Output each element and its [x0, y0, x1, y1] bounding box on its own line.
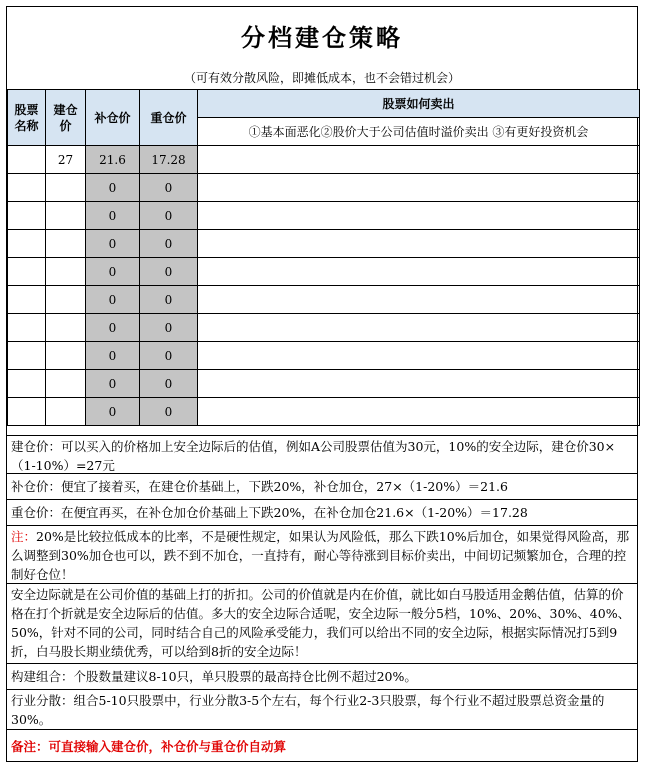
stock-name-cell[interactable] — [8, 370, 46, 398]
build-price-cell[interactable] — [46, 314, 86, 342]
page-subtitle: （可有效分散风险，即摊低成本，也不会错过机会） — [183, 71, 460, 85]
stock-name-cell[interactable] — [8, 174, 46, 202]
build-price-cell[interactable] — [46, 230, 86, 258]
add-price-cell: 0 — [86, 398, 140, 426]
sell-note-cell[interactable] — [198, 314, 640, 342]
stock-name-cell[interactable] — [8, 398, 46, 426]
add-price-cell: 0 — [86, 202, 140, 230]
add-price-cell: 0 — [86, 286, 140, 314]
build-price-cell[interactable]: 27 — [46, 146, 86, 174]
add-price-cell: 0 — [86, 342, 140, 370]
note-caution — [7, 525, 637, 583]
table-row — [8, 258, 640, 286]
note-remark: 备注：可直接输入建仓价，补仓价与重仓价自动算 — [7, 729, 637, 763]
header-sell-reasons: ①基本面恶化②股价大于公司估值时溢价卖出 ③有更好投资机会 — [198, 118, 640, 146]
add-price-cell: 0 — [86, 258, 140, 286]
price-table — [7, 89, 640, 426]
header-build-price: 建仓价 — [46, 90, 86, 146]
stock-name-cell[interactable] — [8, 258, 46, 286]
heavy-price-cell: 0 — [140, 286, 198, 314]
table-header-row — [8, 90, 640, 118]
header-heavy-price: 重仓价 — [140, 90, 198, 146]
note-heavy-price: 重仓价：在便宜再买，在补仓加仓价基础上下跌20%，在补仓加仓21.6×（1-20%）＝17.28 — [7, 499, 637, 525]
sell-note-cell[interactable] — [198, 146, 640, 174]
note-portfolio: 构建组合：个股数量建议8-10只，单只股票的最高持仓比例不超过20%。 — [7, 663, 637, 689]
build-price-cell[interactable] — [46, 398, 86, 426]
sell-note-cell[interactable] — [198, 342, 640, 370]
table-body — [8, 146, 640, 426]
sell-note-cell[interactable] — [198, 370, 640, 398]
heavy-price-cell: 0 — [140, 202, 198, 230]
sell-note-cell[interactable] — [198, 286, 640, 314]
add-price-cell: 0 — [86, 370, 140, 398]
table-row — [8, 398, 640, 426]
heavy-price-cell: 17.28 — [140, 146, 198, 174]
heavy-price-cell: 0 — [140, 174, 198, 202]
note-add-price: 补仓价：便宜了接着买，在建仓价基础上，下跌20%，补仓加仓，27×（1-20%）＝21.6 — [7, 473, 637, 499]
build-price-cell[interactable] — [46, 258, 86, 286]
heavy-price-cell: 0 — [140, 258, 198, 286]
build-price-cell[interactable] — [46, 342, 86, 370]
table-row — [8, 286, 640, 314]
table-row — [8, 314, 640, 342]
heavy-price-cell: 0 — [140, 314, 198, 342]
heavy-price-cell: 0 — [140, 370, 198, 398]
header-add-price: 补仓价 — [86, 90, 140, 146]
stock-name-cell[interactable] — [8, 314, 46, 342]
sell-note-cell[interactable] — [198, 230, 640, 258]
build-price-cell[interactable] — [46, 370, 86, 398]
heavy-price-cell: 0 — [140, 398, 198, 426]
strategy-sheet — [6, 6, 638, 762]
stock-name-cell[interactable] — [8, 230, 46, 258]
caution-prefix: 注： — [11, 529, 37, 544]
table-row — [8, 370, 640, 398]
build-price-cell[interactable] — [46, 286, 86, 314]
stock-name-cell[interactable] — [8, 202, 46, 230]
note-safety-margin: 安全边际就是在公司价值的基础上打的折扣。公司的价值就是内在价值，就比如白马股适用金鹅估值，估算的价格在打个折就是安全边际后的估值。多大的安全边际合适呢，安全边际一般分5档，10%、20%、30%、40%、50%，针对不同的公司，同时结合自己的风险承受能力，我们可以给出不同的安全边际，根据实际情况打5到9折，白马股长期业绩优秀，可以给到8折的安全边际！ — [7, 583, 637, 663]
stock-name-cell[interactable] — [8, 146, 46, 174]
page-title: 分档建仓策略 — [241, 22, 403, 52]
stock-name-cell[interactable] — [8, 286, 46, 314]
sell-note-cell[interactable] — [198, 202, 640, 230]
table-row — [8, 230, 640, 258]
table-row — [8, 174, 640, 202]
build-price-cell[interactable] — [46, 202, 86, 230]
sell-note-cell[interactable] — [198, 398, 640, 426]
note-build-price: 建仓价：可以买入的价格加上安全边际后的估值，例如A公司股票估值为30元，10%的安全边际，建仓价30×（1-10%）=27元 — [7, 435, 637, 473]
heavy-price-cell: 0 — [140, 342, 198, 370]
add-price-cell: 21.6 — [86, 146, 140, 174]
heavy-price-cell: 0 — [140, 230, 198, 258]
note-industry: 行业分散：组合5-10只股票中，行业分散3-5个左右，每个行业2-3只股票，每个行业不超过股票总资金量的30%。 — [7, 689, 637, 729]
sell-note-cell[interactable] — [198, 258, 640, 286]
table-row — [8, 342, 640, 370]
add-price-cell: 0 — [86, 230, 140, 258]
add-price-cell: 0 — [86, 314, 140, 342]
header-stock-name: 股票名称 — [8, 90, 46, 146]
sell-note-cell[interactable] — [198, 174, 640, 202]
table-row — [8, 202, 640, 230]
build-price-cell[interactable] — [46, 174, 86, 202]
add-price-cell: 0 — [86, 174, 140, 202]
table-row — [8, 146, 640, 174]
stock-name-cell[interactable] — [8, 342, 46, 370]
header-how-to-sell: 股票如何卖出 — [198, 90, 640, 118]
caution-text: 20%是比较拉低成本的比率，不是硬性规定，如果认为风险低，那么下跌10%后加仓，如果觉得风险高，那么调整到30%加仓也可以，跌不到不加仓，一直持有，耐心等待涨到目标价卖出，中间切记频繁加仓，合理的控制好仓位！ — [11, 529, 630, 582]
